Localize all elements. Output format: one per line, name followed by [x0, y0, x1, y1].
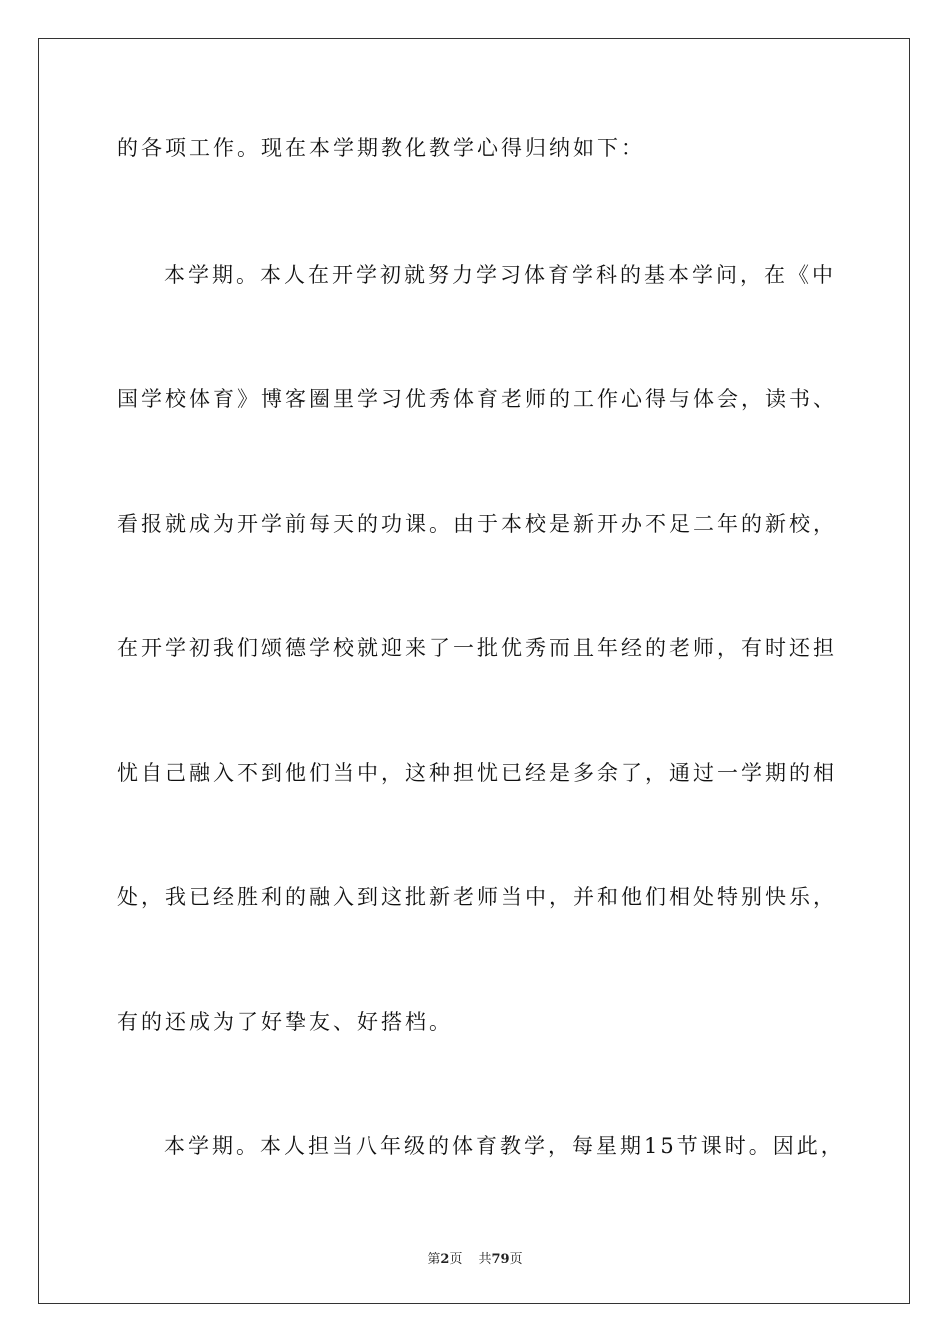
- total-prefix: 共: [478, 1252, 492, 1267]
- text-line: 的各项工作。现在本学期教化教学心得归纳如下：: [117, 136, 645, 160]
- text-line: 在开学初我们颂德学校就迎来了一批优秀而且年经的老师，有时还担: [117, 636, 837, 660]
- text-line: 忧自己融入不到他们当中，这种担忧已经是多余了，通过一学期的相: [117, 761, 837, 785]
- page-prefix: 第: [427, 1252, 441, 1267]
- page-frame: [38, 38, 910, 1304]
- text-line: 本学期。本人在开学初就努力学习体育学科的基本学问，在《中: [164, 263, 836, 287]
- page-footer: [0, 1248, 950, 1267]
- text-line: 处，我已经胜利的融入到这批新老师当中，并和他们相处特别快乐，: [117, 885, 837, 909]
- total-pages: 79: [491, 1252, 510, 1267]
- text-line: 国学校体育》博客圈里学习优秀体育老师的工作心得与体会，读书、: [117, 387, 837, 411]
- total-suffix: 页: [509, 1252, 523, 1267]
- page-suffix: 页: [449, 1252, 463, 1267]
- page-number: 2: [440, 1252, 450, 1267]
- text-line: 看报就成为开学前每天的功课。由于本校是新开办不足二年的新校，: [117, 512, 837, 536]
- text-line: 有的还成为了好挚友、好搭档。: [117, 1010, 453, 1034]
- text-line: 本学期。本人担当八年级的体育教学，每星期15节课时。因此，: [164, 1134, 845, 1158]
